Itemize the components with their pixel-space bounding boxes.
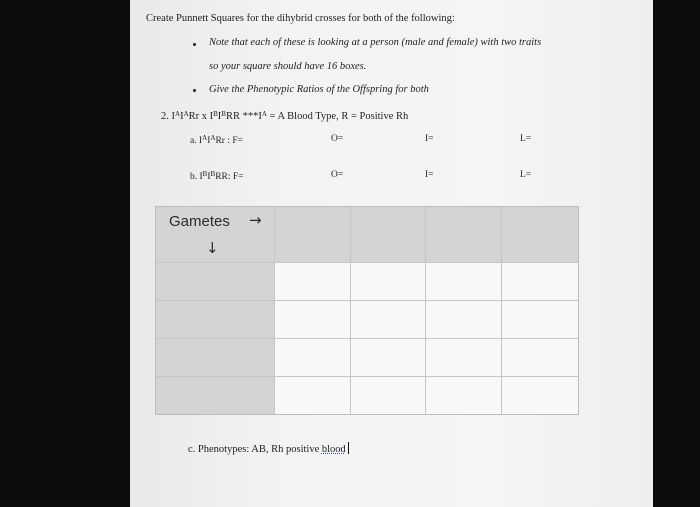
part-a-i: I= [425, 134, 434, 144]
row-gamete-cell[interactable] [156, 301, 275, 339]
part-b-l: L= [520, 170, 532, 180]
part-c-text: c. Phenotypes: AB, Rh positive [188, 444, 322, 455]
offspring-cell[interactable] [426, 301, 502, 339]
offspring-cell[interactable] [502, 263, 578, 301]
offspring-cell[interactable] [351, 263, 426, 301]
header-gamete-cell[interactable] [426, 207, 502, 263]
cross-text: I [180, 111, 184, 122]
part-c-misspelled-word[interactable]: blood [321, 444, 346, 455]
geno-text: I [207, 172, 211, 182]
gametes-label: Gametes [169, 213, 230, 230]
geno-text: RR: F= [215, 172, 244, 182]
offspring-cell[interactable] [502, 301, 578, 339]
part-b-genotype [190, 170, 244, 182]
cross-sup: B [221, 110, 226, 118]
offspring-cell[interactable] [351, 377, 426, 414]
cross-sup: B [213, 110, 218, 118]
part-b-i: I= [425, 170, 434, 180]
cross-sup: A [261, 110, 267, 118]
offspring-cell[interactable] [502, 339, 578, 377]
cross-text: RR ***I [225, 111, 262, 122]
header-gamete-cell[interactable] [275, 207, 351, 263]
geno-sup: B [202, 170, 208, 178]
geno-text: I [198, 136, 203, 146]
offspring-cell[interactable] [426, 263, 502, 301]
instructions-heading: Create Punnett Squares for the dihybrid crosses for both of the following: [146, 13, 455, 24]
part-a-o: O= [331, 134, 344, 144]
text-cursor [348, 442, 349, 454]
offspring-cell[interactable] [502, 377, 578, 414]
offspring-cell[interactable] [426, 377, 502, 414]
cross-sup: A [175, 110, 181, 118]
offspring-cell[interactable] [275, 263, 351, 301]
geno-sup: A [202, 134, 208, 142]
cross-text: I [217, 111, 222, 122]
cross-text: Rr x I [188, 111, 214, 122]
part-b-o: O= [331, 170, 344, 180]
arrow-right-icon: → [249, 211, 262, 229]
row-gamete-cell[interactable] [156, 339, 275, 377]
cross-text: I [171, 111, 175, 122]
geno-text: Rr : F= [215, 136, 243, 146]
offspring-cell[interactable] [351, 339, 426, 377]
offspring-cell[interactable] [426, 339, 502, 377]
geno-sup: B [210, 170, 216, 178]
header-gamete-cell[interactable] [502, 207, 578, 263]
part-a-l: L= [520, 134, 532, 144]
header-gamete-cell[interactable] [351, 207, 426, 263]
question-number: 2. [161, 111, 169, 122]
row-gamete-cell[interactable] [156, 377, 275, 414]
geno-sup: A [210, 134, 216, 142]
arrow-down-icon: ↓ [206, 239, 219, 257]
cross-sup: A [183, 110, 189, 118]
bullet-icon [193, 43, 196, 46]
part-b-label: b. [190, 172, 198, 182]
note-phenotypic-ratios: Give the Phenotypic Ratios of the Offspring for both [209, 84, 429, 95]
question-2-cross [161, 110, 408, 122]
part-a-genotype [190, 134, 243, 146]
offspring-cell[interactable] [275, 339, 351, 377]
offspring-cell[interactable] [275, 301, 351, 339]
note-line-1: Note that each of these is looking at a person (male and female) with two traits [209, 37, 542, 48]
row-gamete-cell[interactable] [156, 263, 275, 301]
geno-text: I [199, 172, 203, 182]
offspring-cell[interactable] [275, 377, 351, 414]
offspring-cell[interactable] [351, 301, 426, 339]
note-line-2: so your square should have 16 boxes. [209, 61, 367, 72]
bullet-icon [193, 89, 196, 92]
punnett-square-table [155, 206, 579, 415]
part-a-label: a. [190, 136, 197, 146]
cross-text: = A Blood Type, R = Positive Rh [266, 111, 409, 122]
geno-text: I [207, 136, 211, 146]
part-c-answer-field[interactable] [188, 442, 349, 455]
